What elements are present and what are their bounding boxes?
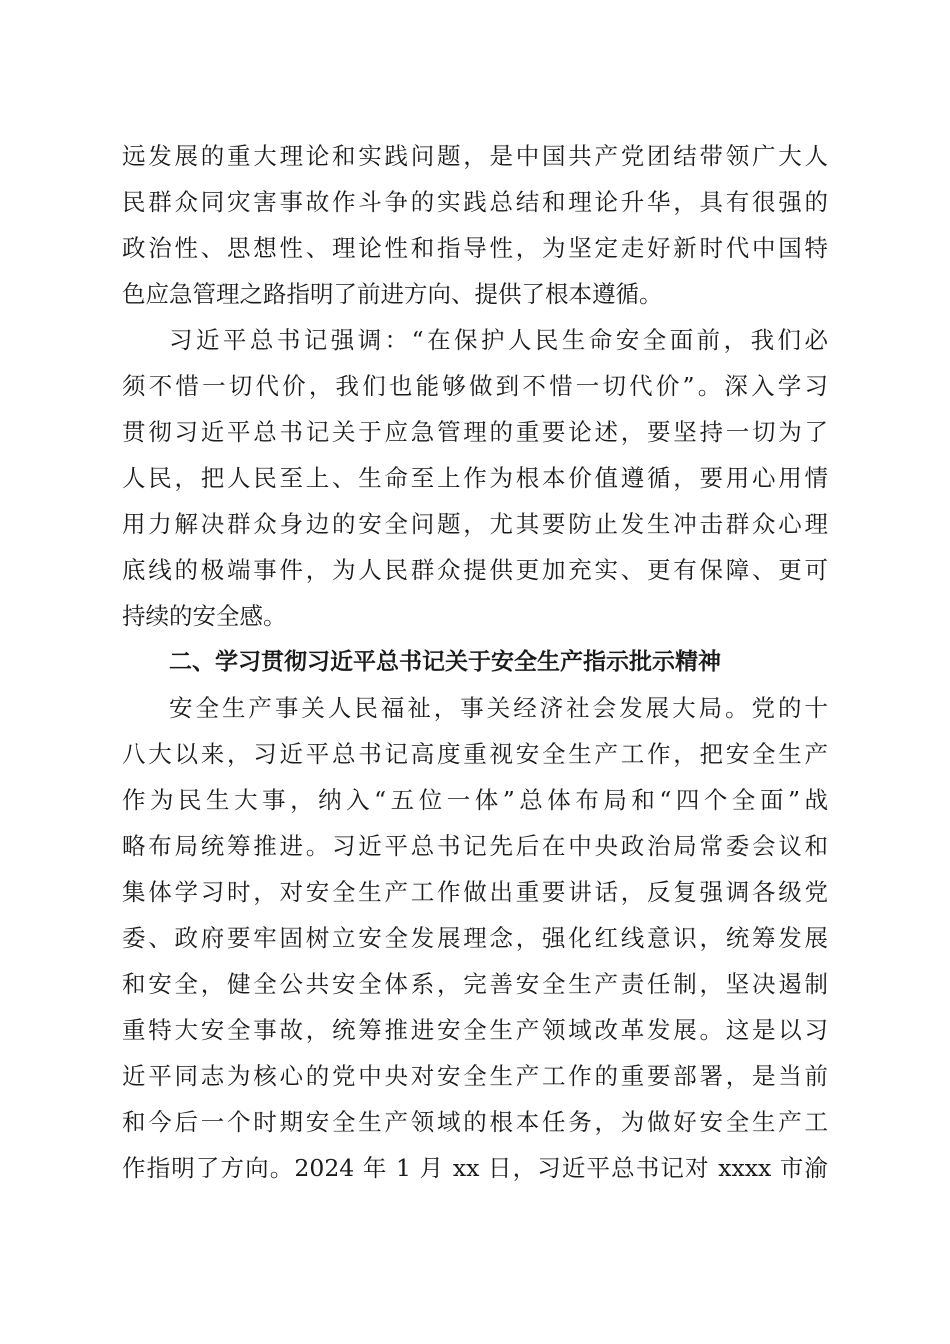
paragraph-3-line-9: 近平同志为核心的党中央对安全生产工作的重要部署，是当前 [122, 1062, 828, 1090]
paragraph-2-line-4: 人民，把人民至上、生命至上作为根本价值遵循，要用心用情 [122, 464, 828, 492]
paragraph-3-line-1: 安全生产事关人民福祉，事关经济社会发展大局。党的十 [169, 694, 828, 722]
paragraph-3-line-11: 作指明了方向。2024 年 1 月 xx 日，习近平总书记对 xxxx 市渝 [122, 1154, 828, 1182]
paragraph-2-line-2: 须不惜一切代价，我们也能够做到不惜一切代价”。深入学习 [122, 372, 828, 400]
paragraph-2-line-7: 持续的安全感。 [122, 602, 287, 630]
paragraph-3-line-4: 略布局统筹推进。习近平总书记先后在中央政治局常委会议和 [122, 832, 828, 860]
paragraph-3-line-6: 委、政府要牢固树立安全发展理念，强化红线意识，统筹发展 [122, 924, 828, 952]
section-heading: 二、学习贯彻习近平总书记关于安全生产指示批示精神 [169, 649, 721, 675]
paragraph-3-line-2: 八大以来，习近平总书记高度重视安全生产工作，把安全生产 [122, 740, 828, 768]
paragraph-2-line-3: 贯彻习近平总书记关于应急管理的重要论述，要坚持一切为了 [122, 418, 828, 446]
paragraph-3-line-3: 作为民生大事，纳入“五位一体”总体布局和“四个全面”战 [122, 786, 828, 814]
paragraph-1-line-4: 色应急管理之路指明了前进方向、提供了根本遵循。 [122, 280, 663, 308]
paragraph-1-line-2: 民群众同灾害事故作斗争的实践总结和理论升华，具有很强的 [122, 188, 828, 216]
paragraph-1-line-1: 远发展的重大理论和实践问题，是中国共产党团结带领广大人 [122, 142, 828, 170]
paragraph-2-line-6: 底线的极端事件，为人民群众提供更加充实、更有保障、更可 [122, 556, 828, 584]
paragraph-3-line-10: 和今后一个时期安全生产领域的根本任务，为做好安全生产工 [122, 1108, 828, 1136]
paragraph-3-line-8: 重特大安全事故，统筹推进安全生产领域改革发展。这是以习 [122, 1016, 828, 1044]
paragraph-2-line-1: 习近平总书记强调：“在保护人民生命安全面前，我们必 [169, 326, 828, 354]
paragraph-3-line-5: 集体学习时，对安全生产工作做出重要讲话，反复强调各级党 [122, 878, 828, 906]
paragraph-1-line-3: 政治性、思想性、理论性和指导性，为坚定走好新时代中国特 [122, 234, 828, 262]
paragraph-3-line-7: 和安全，健全公共安全体系，完善安全生产责任制，坚决遏制 [122, 970, 828, 998]
paragraph-2-line-5: 用力解决群众身边的安全问题，尤其要防止发生冲击群众心理 [122, 510, 828, 538]
